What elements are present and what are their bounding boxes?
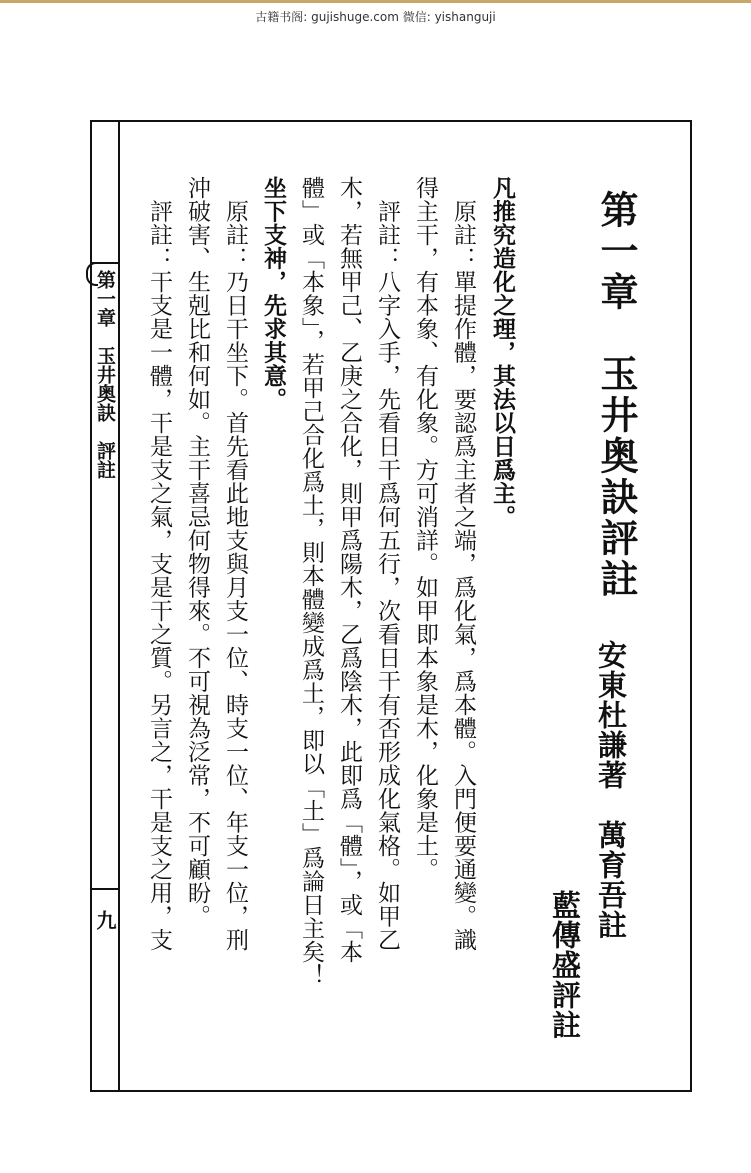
author-line: 安東杜謙著 萬育吾註 xyxy=(594,640,628,940)
watermark-header: 古籍书阁: gujishuge.com 微信: yishanguji xyxy=(255,10,496,24)
note-column: 體」或「本象」，若甲己合化爲土，則本體變成爲土，即以「土」爲論日主矣！ xyxy=(298,176,324,987)
chapter-tab-mark xyxy=(86,262,98,286)
margin-divider xyxy=(118,120,120,1092)
note-column: 原註：乃日干坐下。首先看此地支與月支一位、時支一位、年支一位，刑 xyxy=(222,176,248,952)
note-column: 原註：單提作體，要認爲主者之端，爲化氣，爲本體。入門便要通變。識 xyxy=(450,176,476,952)
note-column: 得主干，有本象、有化象。方可消詳。如甲即本象是木，化象是土。 xyxy=(412,176,438,881)
note-column: 木，若無甲己、乙庚之合化，則甲爲陽木，乙爲陰木，此即爲「體」，或「本 xyxy=(336,176,362,964)
running-chapter-title: 第一章 玉井奥訣 評註 xyxy=(92,270,118,610)
margin-mark-bottom xyxy=(90,888,120,890)
main-text-column: 坐下支神，先求其意。 xyxy=(260,176,287,411)
reviewer-line: 藍傳盛評註 xyxy=(548,890,582,1040)
chapter-title: 第一章 玉井奥訣評註 xyxy=(594,190,639,600)
main-text-column: 凡推究造化之理，其法以日爲主。 xyxy=(489,176,516,529)
note-column: 沖破害、生剋比和何如。主干喜忌何物得來。不可視為泛常，不可顧盼。 xyxy=(184,176,210,928)
page-number: 九 xyxy=(93,910,117,930)
top-border-line xyxy=(0,0,751,3)
note-column: 評註：干支是一體，干是支之氣，支是干之質。另言之，干是支之用，支 xyxy=(146,176,172,952)
note-column: 評註：八字入手，先看日干爲何五行，次看日干有否形成化氣格。如甲乙 xyxy=(374,176,400,952)
